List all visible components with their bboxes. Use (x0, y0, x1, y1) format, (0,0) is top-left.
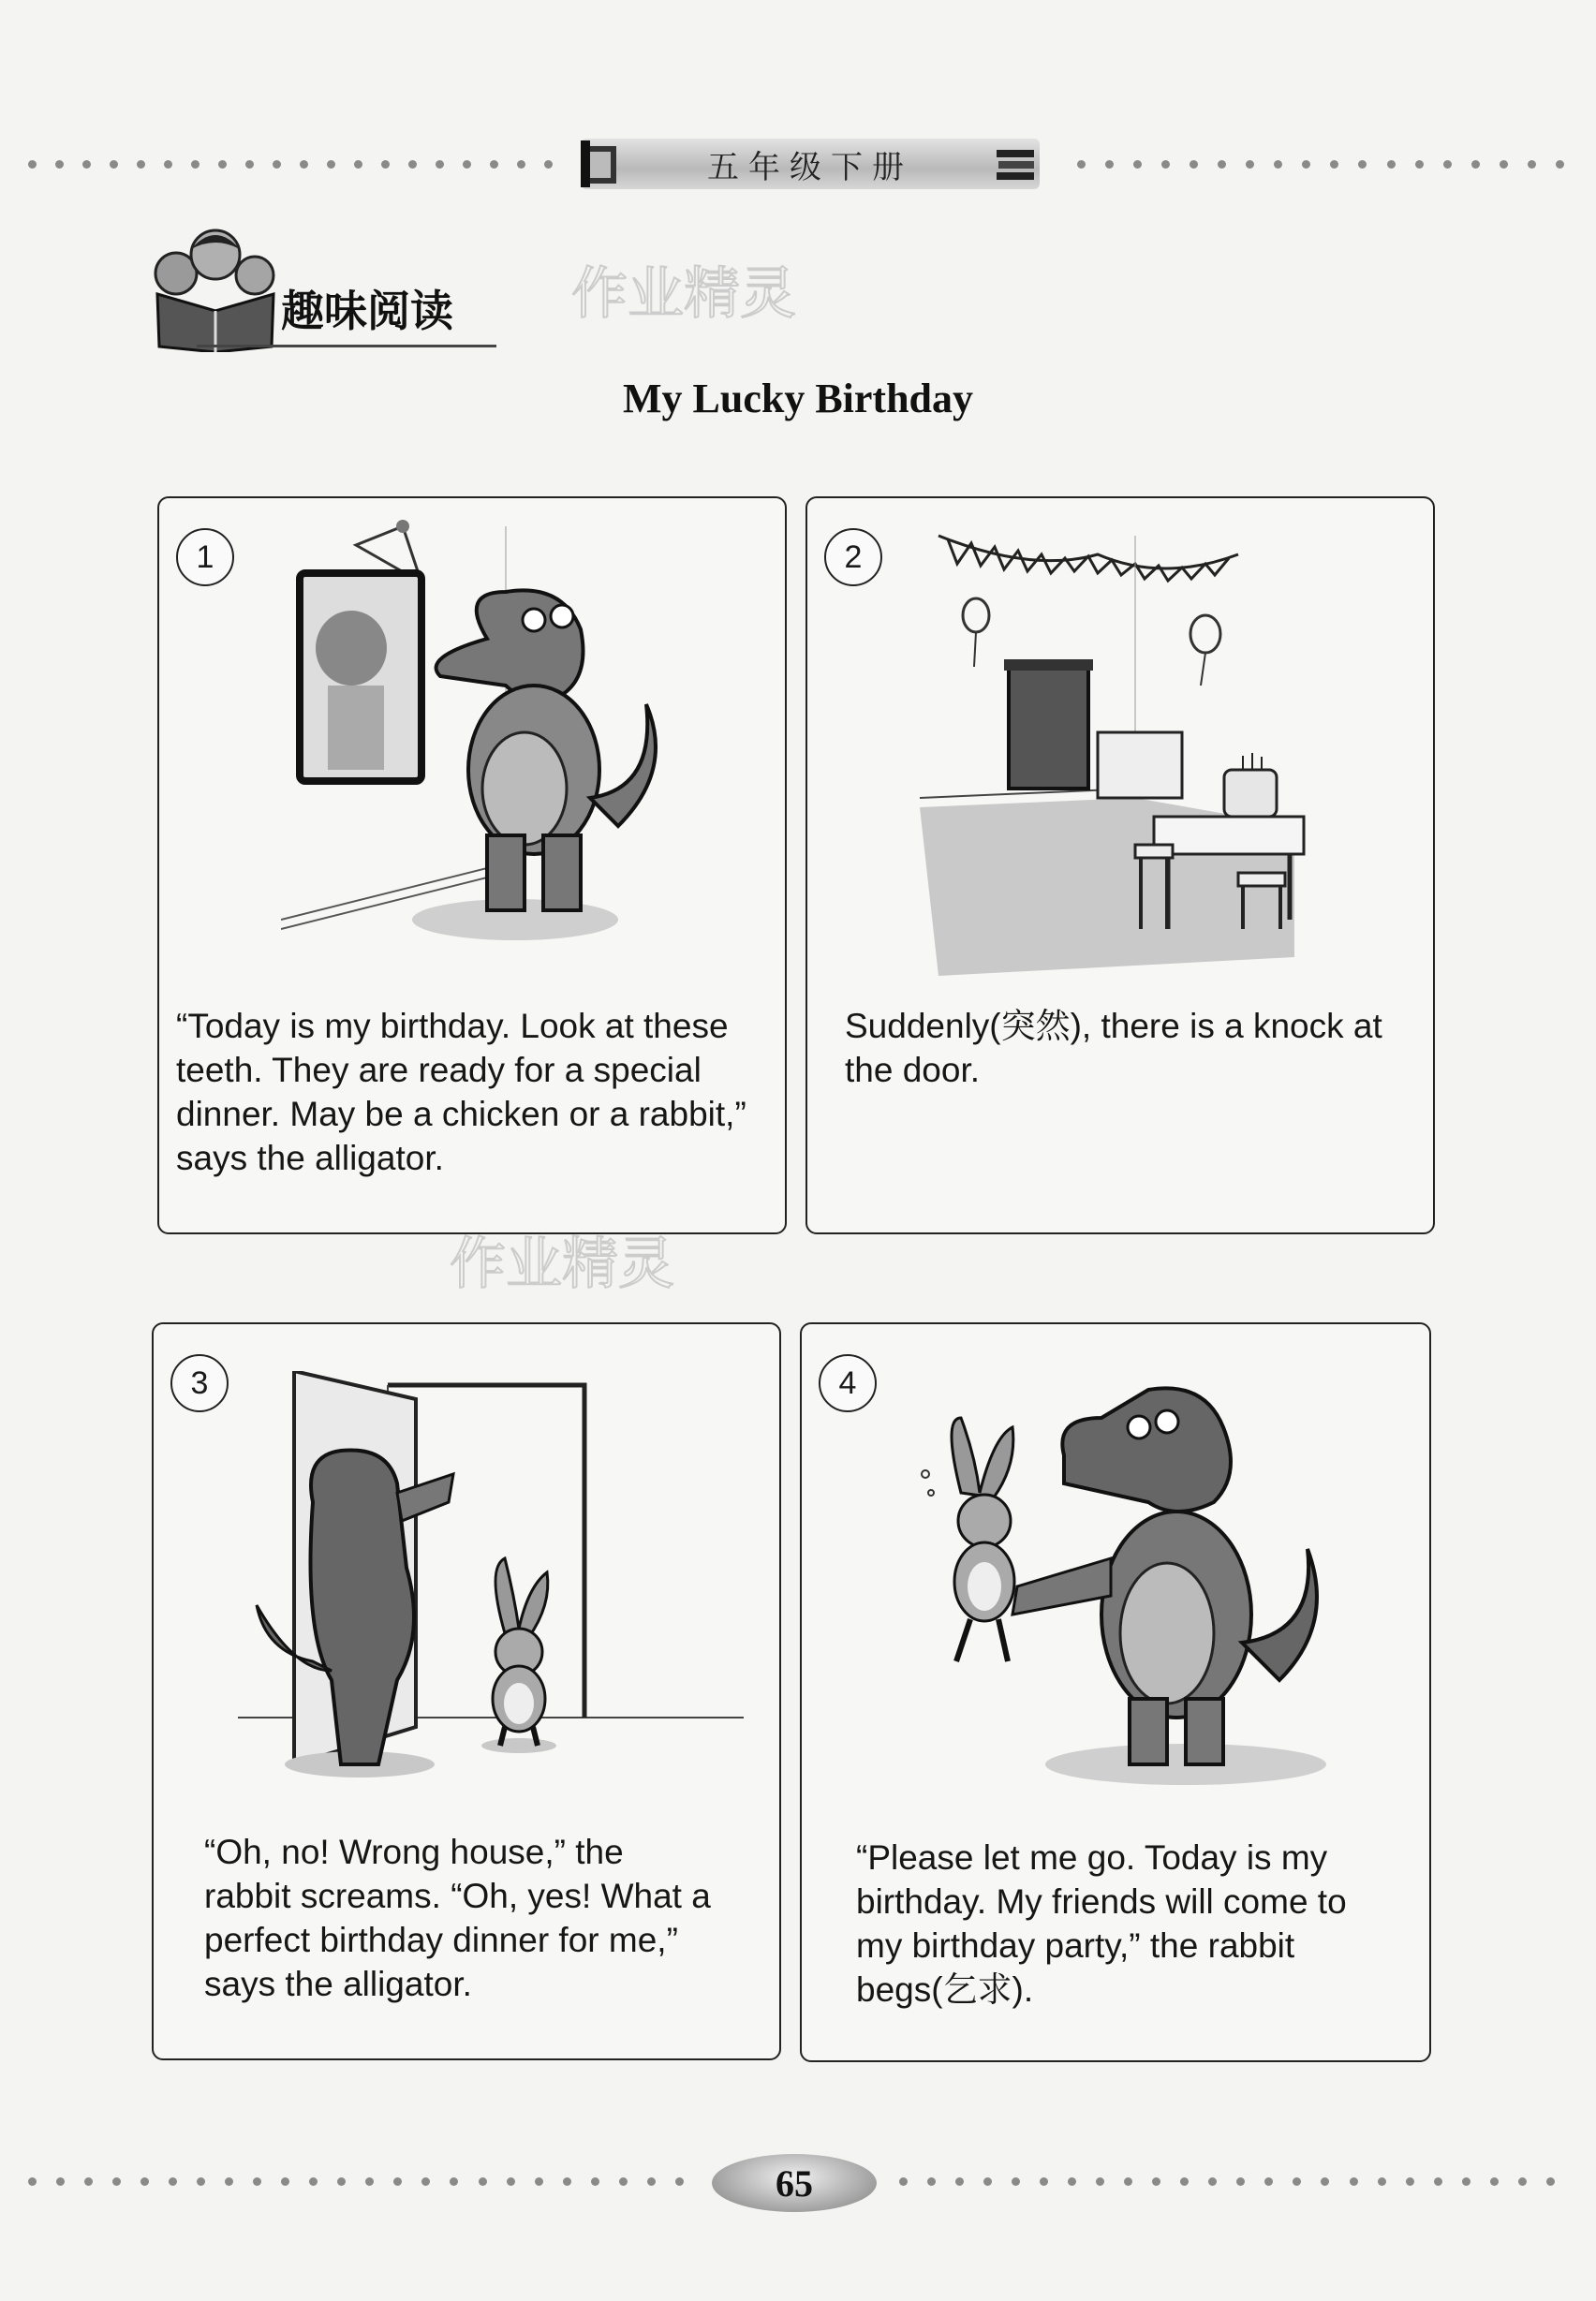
header-dots-left (28, 157, 553, 170)
panel-number: 3 (170, 1354, 229, 1412)
door-rabbit-illustration (238, 1371, 744, 1792)
page-number-badge (712, 2154, 877, 2212)
caption-line: begs(乞求). (856, 1970, 1034, 2009)
story-panel-4 (800, 1322, 1431, 2062)
caption-line: rabbit screams. “Oh, yes! What a (204, 1877, 711, 1915)
story-panel-2 (805, 496, 1435, 1234)
caption-line: dinner. May be a chicken or a rabbit,” (176, 1095, 746, 1133)
caption-line: perfect birthday dinner for me,” (204, 1921, 678, 1959)
alligator-mirror-illustration (281, 517, 693, 957)
book-icon (581, 140, 624, 187)
footer-dots-left (28, 2175, 684, 2188)
reading-children-icon (150, 221, 281, 352)
caption-line: “Oh, no! Wrong house,” the (204, 1833, 624, 1871)
panel-number: 1 (176, 528, 234, 586)
story-panel-3 (152, 1322, 781, 2060)
header-dots-right (1077, 157, 1564, 170)
panel-caption (204, 1830, 766, 2006)
alligator-holding-rabbit-illustration (905, 1362, 1354, 1802)
panel-caption (176, 1004, 776, 1180)
caption-line: “Please let me go. Today is my (856, 1838, 1328, 1877)
section-underline (197, 345, 496, 347)
section-title: 趣味阅读 (281, 286, 453, 336)
grade-label: 五年级下册 (707, 148, 913, 186)
page-number: 65 (776, 2161, 813, 2205)
footer-dots-right (899, 2175, 1555, 2188)
caption-line: says the alligator. (204, 1965, 472, 2003)
watermark-middle: 作业精灵 (450, 1232, 674, 1297)
caption-line: the door. (845, 1051, 981, 1089)
caption-line: teeth. They are ready for a special (176, 1051, 702, 1089)
story-title: My Lucky Birthday (622, 376, 974, 421)
panel-caption (856, 1836, 1418, 2012)
panel-number: 4 (819, 1354, 877, 1412)
books-stack-icon (995, 148, 1038, 185)
panel-number: 2 (824, 528, 882, 586)
story-panel-1 (157, 496, 787, 1234)
caption-line: my birthday party,” the rabbit (856, 1926, 1295, 1965)
caption-line: “Today is my birthday. Look at these (176, 1007, 729, 1045)
grade-banner (581, 139, 1040, 189)
caption-line: says the alligator. (176, 1139, 444, 1177)
caption-line: birthday. My friends will come to (856, 1882, 1347, 1921)
caption-line: Suddenly(突然), there is a knock at (845, 1007, 1382, 1045)
panel-caption (845, 1004, 1426, 1092)
party-room-illustration (920, 517, 1313, 985)
watermark-top: 作业精灵 (571, 261, 796, 327)
